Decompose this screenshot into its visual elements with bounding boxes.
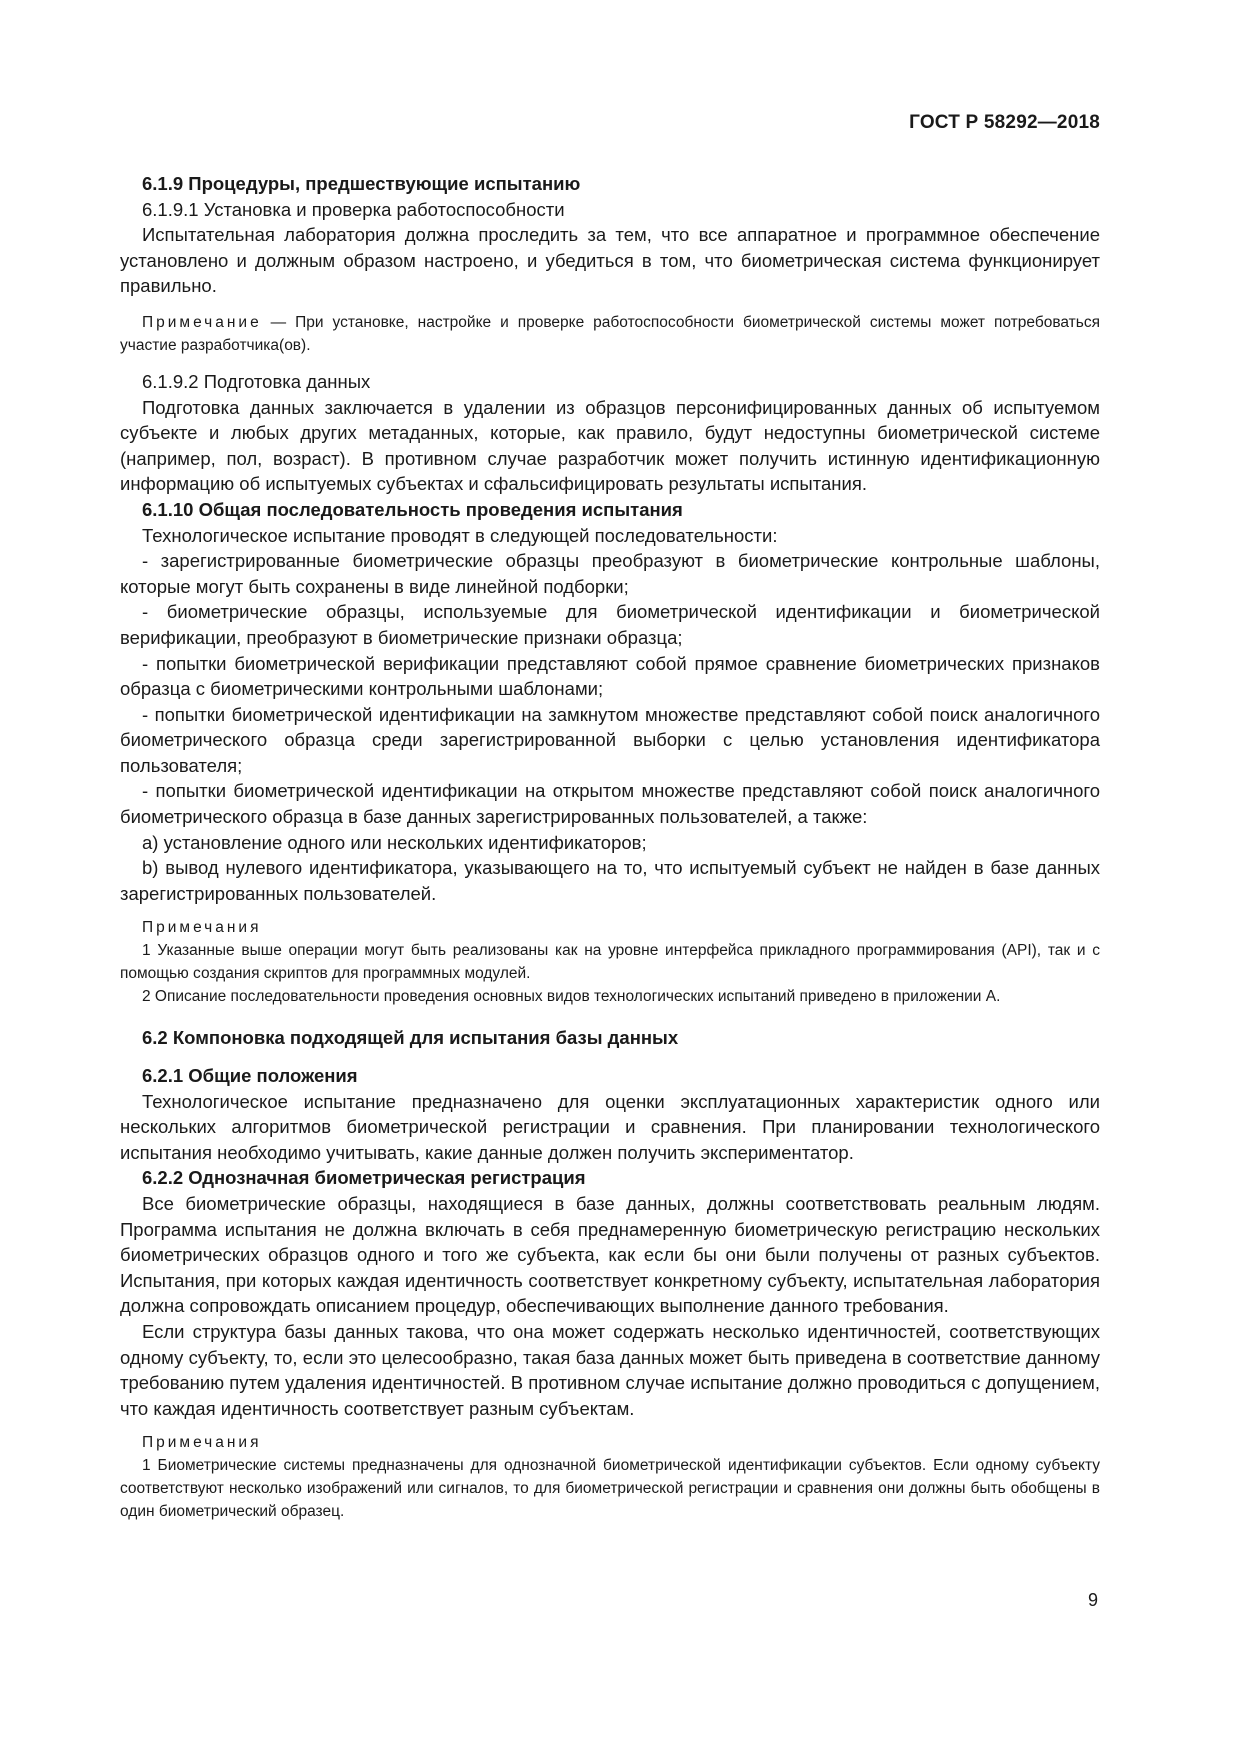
notes-label: Примечания	[142, 919, 262, 937]
note-item: 2 Описание последовательности проведения основных видов технологических испытаний приведено в приложении А.	[142, 988, 1001, 1006]
subsection-title-6-1-9-1: 6.1.9.1 Установка и проверка работоспособности	[142, 198, 565, 220]
note-item: 1 Указанные выше операции могут быть реализованы как на уровне интерфейса прикладного программирования (API), так и с помощью создания скриптов для программных модулей.	[120, 942, 1100, 983]
note-label: Примечание	[142, 313, 262, 331]
note-6-1-9-1	[120, 311, 1100, 357]
list-item: - попытки биометрической верификации представляют собой прямое сравнение биометрических признаков образца с биометрическими контрольными шаблонами;	[120, 652, 1100, 700]
section-heading-6-2-2: 6.2.2 Однозначная биометрическая регистрация	[142, 1167, 586, 1189]
notes-label: Примечания	[142, 1434, 262, 1452]
list-item: - биометрические образцы, используемые для биометрической идентификации и биометрической верификации, преобразуют в биометрические признаки образца;	[120, 601, 1100, 648]
paragraph-6-1-10-intro: Технологическое испытание проводят в следующей последовательности:	[142, 524, 778, 546]
subsection-title-6-1-9-2: 6.1.9.2 Подготовка данных	[142, 370, 371, 392]
page-content	[120, 171, 1100, 1523]
paragraph-6-1-9-1: Испытательная лаборатория должна проследить за тем, что все аппаратное и программное обеспечение установлено и должным образом настроено, и убедиться в том, что биометрическая система функционирует правильно.	[120, 224, 1100, 297]
paragraph-6-2-2-a: Все биометрические образцы, находящиеся в базе данных, должны соответствовать реальным людям. Программа испытания не должна включать в себя преднамеренную биометрическую регистрацию нескольких биометрических образцов одного и того же субъекта, как если бы они были получены от разных субъектов. Испытания, при которых каждая идентичность соответствует конкретному субъекту, испытательная лаборатория должна сопровождать описанием процедур, обеспечивающих выполнение данного требования.	[120, 1193, 1100, 1317]
list-item: a) установление одного или нескольких идентификаторов;	[142, 831, 647, 853]
list-item: - попытки биометрической идентификации на замкнутом множестве представляют собой поиск аналогичного биометрического образца среди зарегистрированной выборки с целью установления идентификатора пользователя;	[120, 703, 1100, 776]
section-heading-6-1-10: 6.1.10 Общая последовательность проведения испытания	[142, 498, 683, 520]
standard-code-header: ГОСТ Р 58292—2018	[909, 112, 1100, 133]
paragraph-6-2-2-b: Если структура базы данных такова, что она может содержать несколько идентичностей, соответствующих одному субъекту, то, если это целесообразно, такая база данных может быть приведена в соответствие данному требованию путем удаления идентичностей. В противном случае испытание должно проводиться с допущением, что каждая идентичность соответствует разным субъектам.	[120, 1320, 1100, 1419]
section-heading-6-2: 6.2 Компоновка подходящей для испытания базы данных	[142, 1027, 679, 1049]
page-number: 9	[1087, 1590, 1098, 1610]
list-item: b) вывод нулевого идентификатора, указывающего на то, что испытуемый субъект не найден в базе данных зарегистрированных пользователей.	[120, 857, 1100, 904]
paragraph-6-2-1: Технологическое испытание предназначено для оценки эксплуатационных характеристик одного или нескольких алгоритмов биометрической регистрации и сравнения. При планировании технологического испытания необходимо учитывать, какие данные должен получить экспериментатор.	[120, 1090, 1100, 1163]
paragraph-6-1-9-2: Подготовка данных заключается в удалении из образцов персонифицированных данных об испытуемом субъекте и любых других метаданных, которые, как правило, будут недоступны биометрической системе (например, пол, возраст). В противном случае разработчик может получить истинную идентификационную информацию об испытуемых субъектах и сфальсифицировать результаты испытания.	[120, 396, 1100, 495]
note-item: 1 Биометрические системы предназначены для однозначной биометрической идентификации субъектов. Если одному субъекту соответствуют несколько изображений или сигналов, то для биометрической регистрации и сравнения они должны быть обобщены в один биометрический образец.	[120, 1457, 1100, 1521]
list-item: - зарегистрированные биометрические образцы преобразуют в биометрические контрольные шаблоны, которые могут быть сохранены в виде линейной подборки;	[120, 550, 1100, 597]
section-heading-6-1-9: 6.1.9 Процедуры, предшествующие испытанию	[142, 173, 581, 194]
list-item: - попытки биометрической идентификации на открытом множестве представляют собой поиск аналогичного биометрического образца в базе данных зарегистрированных пользователей, а также:	[120, 780, 1100, 828]
section-heading-6-2-1: 6.2.1 Общие положения	[142, 1065, 358, 1087]
note-text: — При установке, настройке и проверке работоспособности биометрической системы может потребоваться участие разработчика(ов).	[120, 313, 1100, 354]
